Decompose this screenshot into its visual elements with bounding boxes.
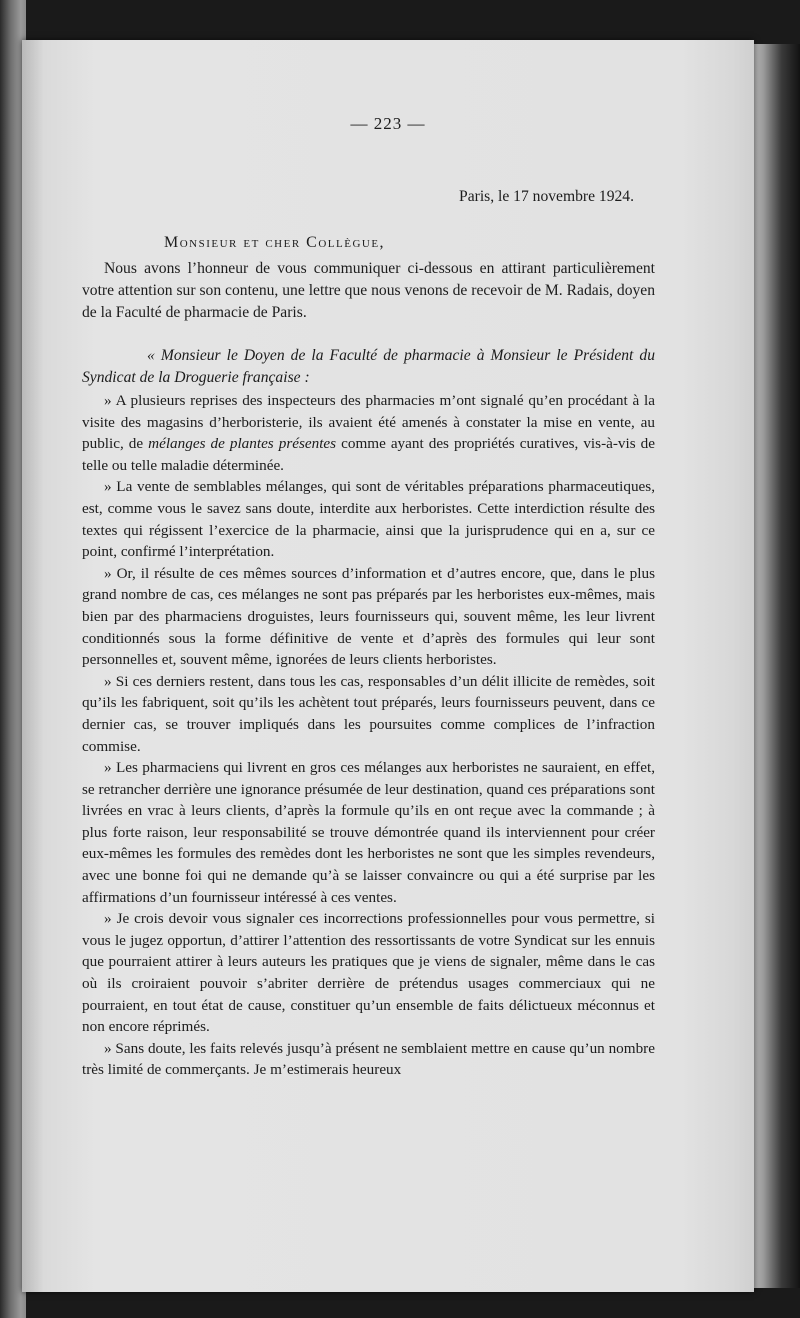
emphasis-text: mélanges de plantes présentes — [148, 435, 337, 453]
page-edge — [754, 44, 800, 1288]
salutation: Monsieur et cher Collègue, — [164, 234, 386, 251]
letter-paragraph: » Sans doute, les faits relevés jusqu’à présent ne semblaient mettre en cause qu’un nombre très limité de commerçants. Je m’estimerais heureux — [82, 1039, 655, 1079]
book-page — [22, 40, 754, 1292]
letter-paragraph: » Or, il résulte de ces mêmes sources d’information et d’autres encore, que, dans le plus grand nombre de cas, ces mélanges ne sont pas préparés par les herboristes eux-mêmes, mais bien par des pharmaciens droguistes, leurs fournisseurs qui, souvent même, les leur livrent conditionnés sous la forme définitive de vente et d’après des formules qui leur sont personnelles et, souvent même, ignorées de leurs clients herboristes. — [82, 564, 655, 669]
letter-body — [82, 390, 655, 1081]
intro-text: Nous avons l’honneur de vous communiquer ci-dessous en attirant particulièrement votre attention sur son contenu, une lettre que nous venons de recevoir de M. Radais, doyen de la Faculté de pharmacie de Paris. — [82, 260, 655, 321]
date-line: Paris, le 17 novembre 1924. — [459, 188, 634, 205]
letter-paragraph: » Les pharmaciens qui livrent en gros ces mélanges aux herboristes ne sauraient, en effet, se retrancher derrière une ignorance présumée de leur destination, quand ces préparations sont livrées en vrac à leurs clients, d’après la formule qu’ils en ont reçue avec la commande ; à plus forte raison, leur responsabilité se trouve démontrée quand ils interviennent pour créer eux-mêmes les formules des remèdes dont les herboristes ne sont que les simples revendeurs, avec une bonne foi qui ne demande qu’à se laisser convaincre ou qui a été surprise par les affirmations d’un fournisseur intéressé à ces ventes. — [82, 759, 655, 906]
letter-paragraph: » Si ces derniers restent, dans tous les cas, responsables d’un délit illicite de remèdes, soit qu’ils les fabriquent, soit qu’ils les achètent tout préparés, leurs fournisseurs peuvent, dans ce dernier cas, se trouver impliqués dans les poursuites comme complices de l’infraction commise. — [82, 672, 655, 755]
intro-paragraph — [82, 258, 655, 323]
letter-heading — [82, 345, 655, 389]
letter-paragraph: » Je crois devoir vous signaler ces incorrections professionnelles pour vous permettre, si vous le jugez opportun, d’attirer l’attention des ressortissants de votre Syndicat sur les ennuis que pourraient attirer à leurs auteurs les pratiques que je viens de signaler, même dans le cas où ils croiraient pouvoir s’abriter derrière de prétendus usages commerciaux qui ne pourraient, en tout état de cause, constituer qu’un ensemble de faits délictueux méconnus et non encore réprimés. — [82, 910, 655, 1036]
letter-paragraph: » A plusieurs reprises des inspecteurs des pharmacies m’ont signalé qu’en procédant à la visite des magasins d’herboristerie, ils avaient été amenés à constater la mise en vente, au public, de mélanges de plantes présentes comme ayant des propriétés curatives, vis-à-vis de telle ou telle maladie déterminée. — [82, 392, 655, 474]
letter-heading-text: « Monsieur le Doyen de la Faculté de pharmacie à Monsieur le Président du Syndicat de la Droguerie française : — [82, 347, 655, 386]
letter-paragraph: » La vente de semblables mélanges, qui sont de véritables préparations pharmaceutiques, est, comme vous le savez sans doute, interdite aux herboristes. Cette interdiction résulte des textes qui régissent l’exercice de la pharmacie, ainsi que la jurisprudence qui en a, sur ce point, confirmé l’interprétation. — [82, 478, 655, 561]
page-number: — 223 — — [350, 114, 426, 133]
